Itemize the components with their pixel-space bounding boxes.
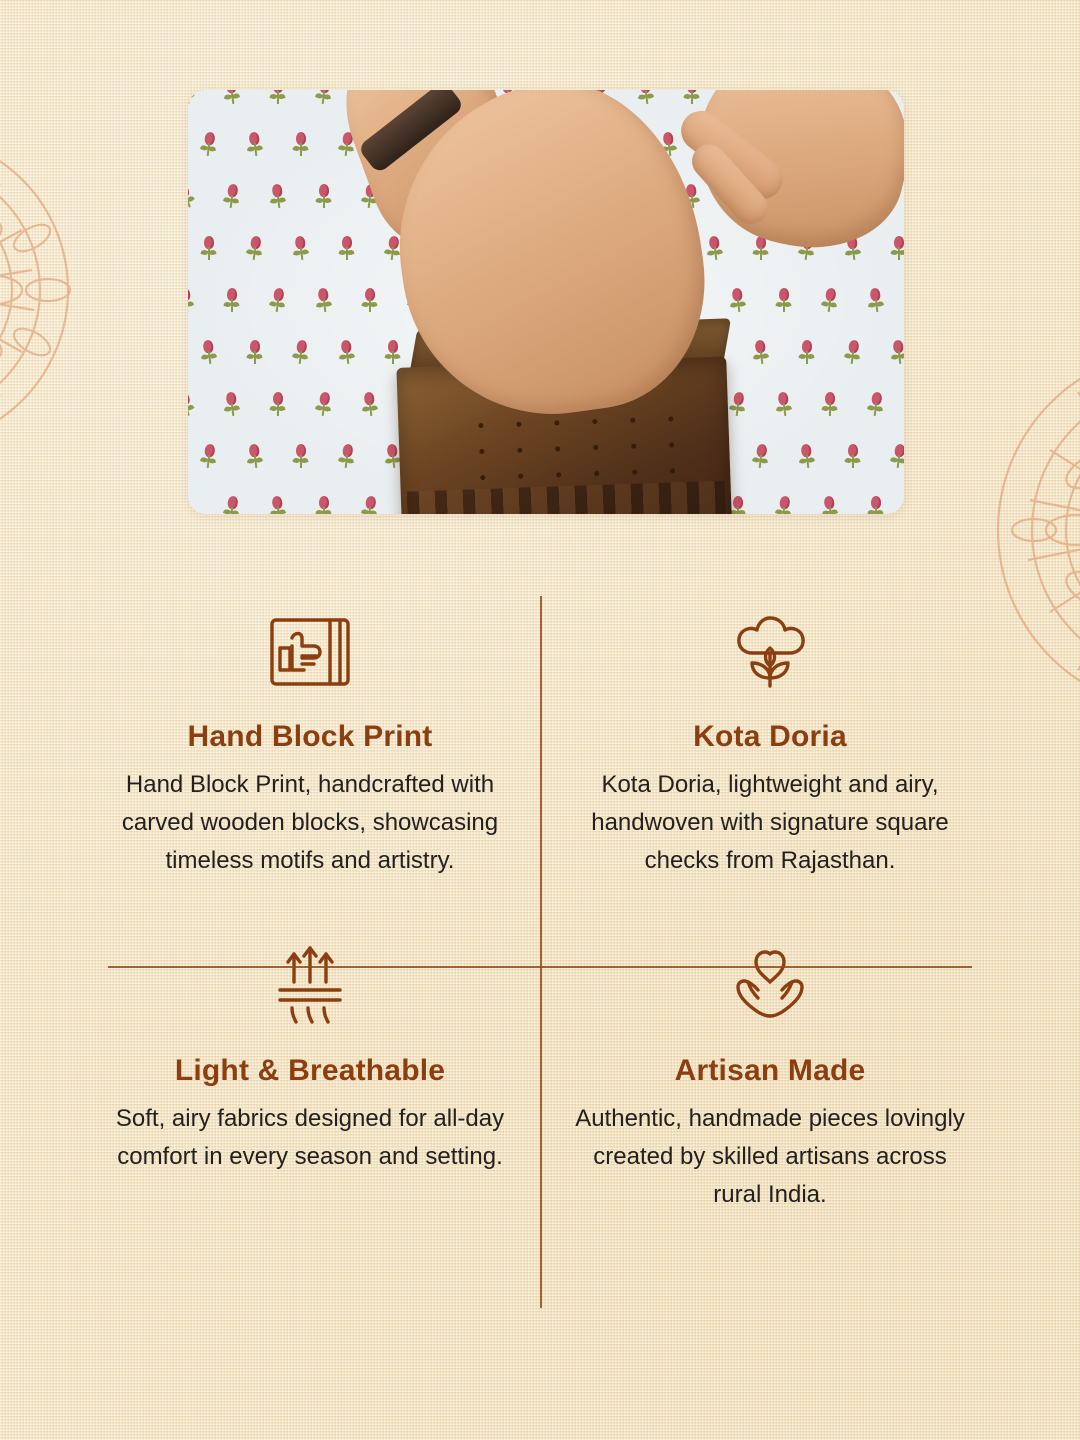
feature-title: Kota Doria [693, 720, 847, 753]
feature-description: Hand Block Print, handcrafted with carved wooden blocks, showcasing timeless motifs and artistry. [121, 771, 499, 874]
feature-card-kota-doria [540, 590, 1000, 904]
feature-title: Light & Breathable [174, 1053, 446, 1087]
grid-divider-horizontal [108, 966, 972, 968]
cotton-boll-icon [574, 600, 966, 704]
hero-image [188, 90, 904, 514]
feature-title: Hand Block Print [187, 720, 433, 753]
feature-description: Authentic, handmade pieces lovingly created by skilled artisans across rural India. [575, 1104, 965, 1208]
feature-card-light-breathable [80, 904, 540, 1238]
hand-block-print-icon [114, 600, 506, 704]
feature-card-hand-block-print [80, 590, 540, 904]
breathable-airflow-icon [114, 934, 506, 1038]
hands-holding-heart-icon [574, 934, 966, 1038]
grid-divider-vertical [540, 596, 542, 1308]
feature-description: Soft, airy fabrics designed for all-day comfort in every season and setting. [115, 1104, 505, 1170]
feature-title: Artisan Made [674, 1053, 866, 1087]
feature-description: Kota Doria, lightweight and airy, handwoven with signature square checks from Rajasthan. [591, 771, 949, 874]
feature-grid [80, 590, 1000, 1237]
feature-card-artisan-made [540, 904, 1000, 1238]
